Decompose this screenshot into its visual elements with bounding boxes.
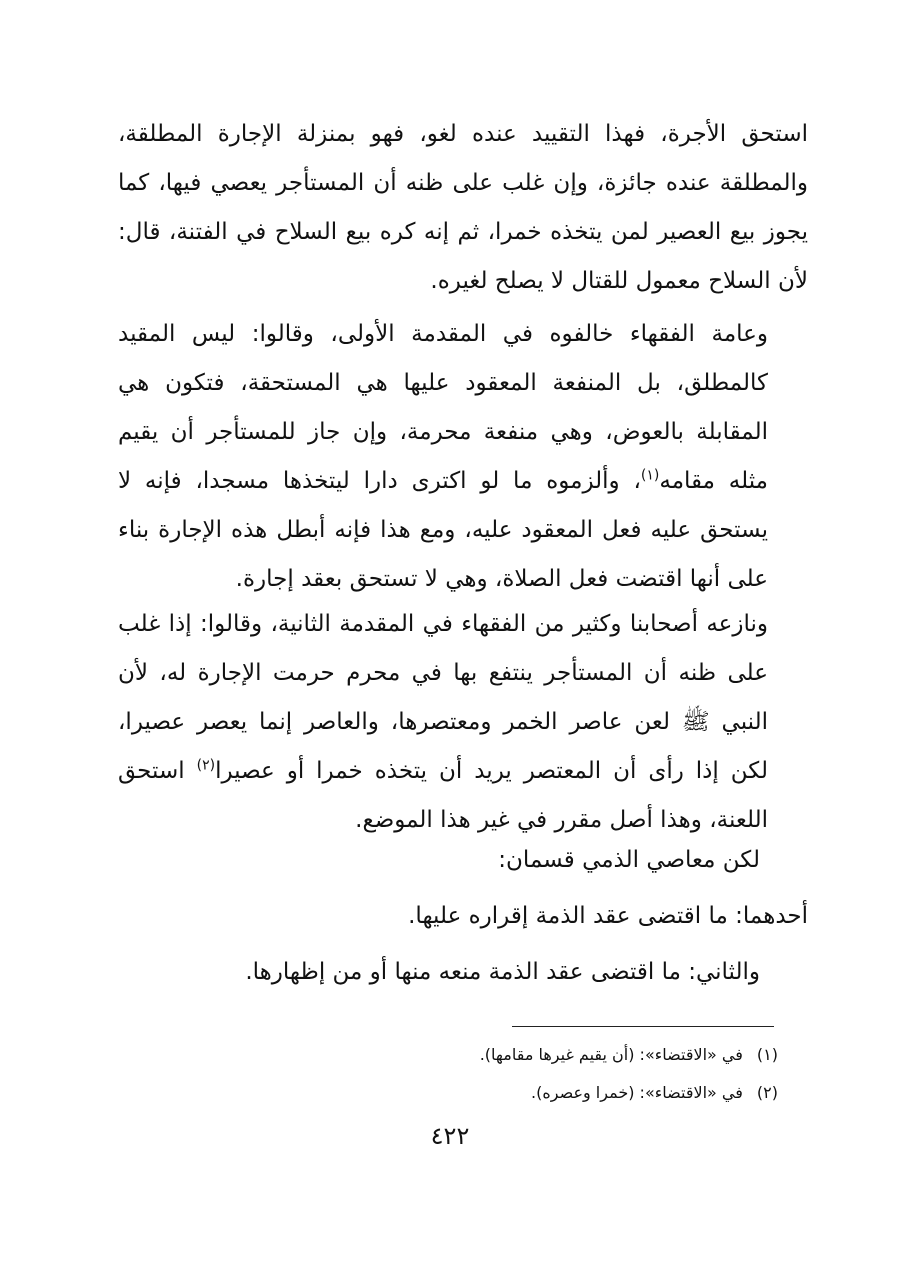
footnotes (118, 1036, 778, 1112)
line-5 (118, 888, 808, 944)
line-5-text: أحدهما: ما اقتضى عقد الذمة إقراره عليها. (408, 903, 808, 929)
paragraph-3-text (118, 600, 808, 845)
footnote-ref-2: (٢) (196, 757, 216, 774)
line-6-text: والثاني: ما اقتضى عقد الذمة منعه منها أو من إظهارها. (245, 959, 760, 985)
paragraph-1 (118, 110, 808, 306)
paragraph-2-part-2: ، وألزموه ما لو اكترى دارا ليتخذها مسجدا، فإنه لا يستحق عليه فعل المعقود عليه، ومع هذا فإنه أبطل هذه الإجارة بناء على أنها اقتضت فعل الصلاة، وهي لا تستحق بعقد إجارة. (118, 468, 768, 592)
footnote-2-number: (٢) (756, 1083, 778, 1102)
paragraph-2-part-1: وعامة الفقهاء خالفوه في المقدمة الأولى، وقالوا: ليس المقيد كالمطلق، بل المنفعة المعقود عليها هي المستحقة، فتكون هي المقابلة بالعوض، وهي منفعة محرمة، وإن جاز للمستأجر أن يقيم مثله مقامه (118, 321, 768, 494)
footnote-separator (512, 1026, 774, 1027)
footnote-1 (118, 1036, 778, 1074)
paragraph-3-part-2: استحق اللعنة، وهذا أصل مقرر في غير هذا الموضع. (118, 758, 768, 833)
line-4 (118, 832, 808, 888)
page-number: ٤٢٢ (430, 1122, 470, 1150)
line-6 (118, 944, 808, 1000)
footnote-ref-1: (١) (640, 467, 660, 484)
paragraph-3-part-1: ونازعه أصحابنا وكثير من الفقهاء في المقدمة الثانية، وقالوا: إذا غلب على ظنه أن المستأجر ينتفع بها في محرم حرمت الإجارة له، لأن النبي ﷺ لعن عاصر الخمر ومعتصرها، والعاصر إنما يعصر عصيرا، لكن إذا رأى أن المعتصر يريد أن يتخذه خمرا أو عصيرا (118, 611, 768, 784)
paragraph-3 (118, 600, 808, 845)
footnote-1-number: (١) (756, 1045, 778, 1064)
paragraph-2 (118, 310, 808, 604)
line-4-text: لكن معاصي الذمي قسمان: (498, 847, 760, 873)
footnote-2 (118, 1074, 778, 1112)
paragraph-1-text: استحق الأجرة، فهذا التقييد عنده لغو، فهو بمنزلة الإجارة المطلقة، والمطلقة عنده جائزة، وإن غلب على ظنه أن المستأجر يعصي فيها، كما يجوز بيع العصير لمن يتخذه خمرا، ثم إنه كره بيع السلاح في الفتنة، قال: لأن السلاح معمول للقتال لا يصلح لغيره. (118, 121, 808, 294)
paragraph-2-text (118, 310, 808, 604)
footnote-2-text: في «الاقتضاء»: (خمرا وعصره). (531, 1083, 743, 1102)
footnote-1-text: في «الاقتضاء»: (أن يقيم غيرها مقامها). (479, 1045, 743, 1064)
